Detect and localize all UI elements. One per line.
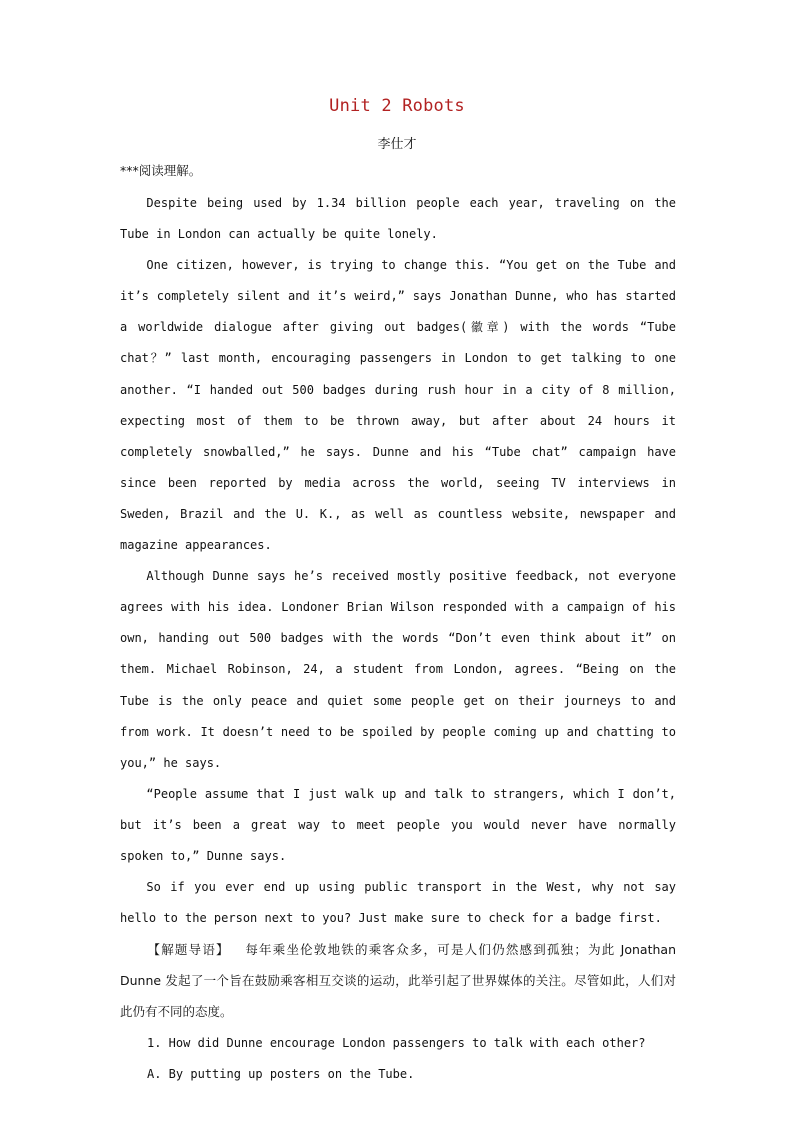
guide-text: 每年乘坐伦敦地铁的乘客众多，可是人们仍然感到孤独；为此 Jonathan Dunne 发起了一个旨在鼓励乘客相互交谈的运动，此举引起了世界媒体的关注。尽管如此，人们对此仍有不同的态度。 (120, 942, 677, 1020)
document-author: 李仕才 (377, 137, 417, 152)
guide-paragraph (120, 934, 676, 1027)
passage-paragraph-4: “People assume that I just walk up and talk to strangers, which I don’t, but it’s been a great way to meet people you would never have normally spoken to,” Dunne says. (120, 786, 676, 863)
passage-paragraph-3: Although Dunne says he’s received mostly positive feedback, not everyone agrees with his idea. Londoner Brian Wilson responded with a campaign of his own, handing out 500 badges with the words “Don’t even think about it” on them. Michael Robinson, 24, a student from London, agrees. “Being on the Tube is the only peace and quiet some people get on their journeys to and from work. It doesn’t need to be spoiled by people coming up and chatting to you,” he says. (120, 569, 676, 770)
document-title: Unit 2 Robots (329, 96, 465, 116)
guide-label: 【解题导语】 (147, 942, 230, 958)
passage-paragraph-5: So if you ever end up using public transport in the West, why not say hello to the person next to you? Just make sure to check for a badge first. (120, 880, 676, 926)
passage-paragraph-2: One citizen, however, is trying to change this. “You get on the Tube and it’s completely silent and it’s weird,” says Jonathan Dunne, who has started a worldwide dialogue after giving out badges(徽章) with the words “Tube chat？” last month, encouraging passengers in London to get talking to one another. “I handed out 500 badges during rush hour in a city of 8 million, expecting most of them to be thrown away, but after about 24 hours it completely snowballed,” he says. Dunne and his “Tube chat” campaign have since been reported by media across the world, seeing TV interviews in Sweden, Brazil and the U. K., as well as countless website, newspaper and magazine appearances. (120, 258, 676, 553)
question-1-option-a[interactable]: A. By putting up posters on the Tube. (147, 1066, 415, 1081)
passage-paragraph-1: Despite being used by 1.34 billion people each year, traveling on the Tube in London can actually be quite lonely. (120, 196, 676, 242)
section-label: ***阅读理解。 (120, 163, 202, 178)
question-1-stem: 1. How did Dunne encourage London passengers to talk with each other? (147, 1035, 646, 1050)
passage-body (120, 188, 676, 1090)
